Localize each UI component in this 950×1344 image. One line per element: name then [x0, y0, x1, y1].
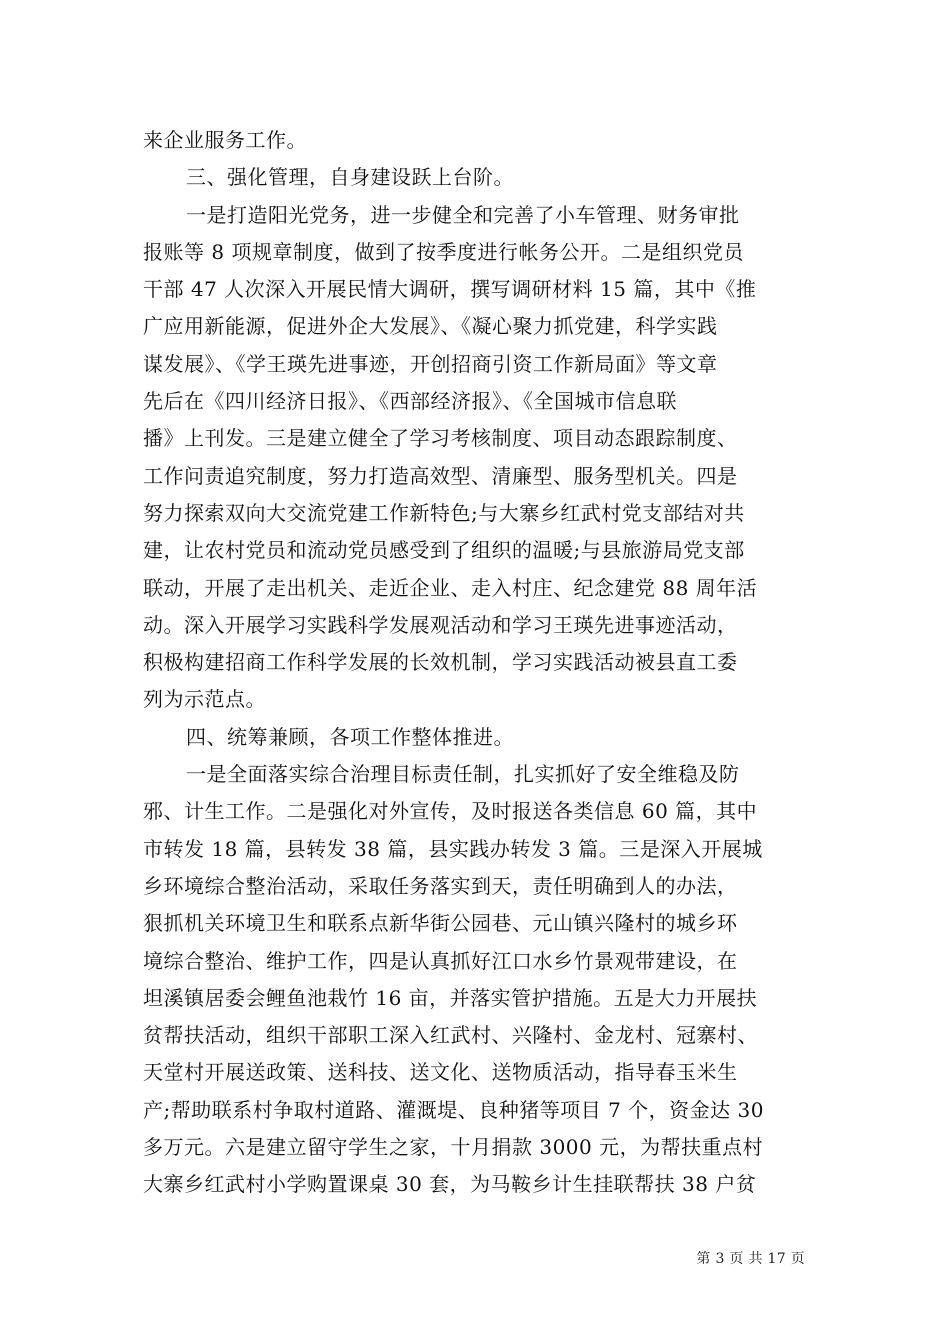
text-line: 播》上刊发。三是建立健全了学习考核制度、项目动态跟踪制度、: [143, 426, 738, 451]
text-line: 三、强化管理，自身建设跃上台阶。: [186, 165, 514, 190]
text-line: 天堂村开展送政策、送科技、送文化、送物质活动，指导春玉米生: [143, 1060, 738, 1085]
text-line: 境综合整治、维护工作，四是认真抓好江口水乡竹景观带建设，在: [143, 948, 738, 973]
text-line: 列为示范点。: [143, 687, 266, 712]
text-line: 干部 47 人次深入开展民情大调研，撰写调研材料 15 篇，其中《推: [143, 277, 757, 302]
text-line: 一是全面落实综合治理目标责任制，扎实抓好了安全维稳及防: [186, 762, 740, 787]
text-line: 来企业服务工作。: [143, 128, 307, 152]
body-text: [143, 122, 803, 1204]
text-line: 建，让农村党员和流动党员感受到了组织的温暖;与县旅游局党支部: [143, 538, 745, 563]
text-line: 狠抓机关环境卫生和联系点新华街公园巷、元山镇兴隆村的城乡环: [143, 911, 738, 936]
text-line: 努力探索双向大交流党建工作新特色;与大寨乡红武村党支部结对共: [143, 500, 745, 525]
text-line: 贫帮扶活动，组织干部职工深入红武村、兴隆村、金龙村、冠寨村、: [143, 1023, 758, 1048]
text-line: 产;帮助联系村争取村道路、灌溉堤、良种猪等项目 7 个，资金达 30: [143, 1097, 764, 1122]
text-line: 报账等 8 项规章制度，做到了按季度进行帐务公开。二是组织党员: [143, 239, 744, 264]
text-line: 积极构建招商工作科学发展的长效机制，学习实践活动被县直工委: [143, 650, 738, 675]
text-line: 多万元。六是建立留守学生之家，十月捐款 3000 元，为帮扶重点村: [143, 1135, 764, 1160]
text-line: 四、统筹兼顾，各项工作整体推进。: [186, 724, 514, 749]
text-line: 先后在《四川经济日报》、《西部经济报》、《全国城市信息联: [143, 389, 677, 414]
text-line: 谋发展》、《学王瑛先进事迹，开创招商引资工作新局面》等文章: [143, 351, 718, 376]
text-line: 大寨乡红武村小学购置课桌 30 套，为马鞍乡计生挂联帮扶 38 户贫: [143, 1172, 757, 1197]
text-line: 工作问责追究制度，努力打造高效型、清廉型、服务型机关。四是: [143, 463, 738, 488]
text-line: 联动，开展了走出机关、走近企业、走入村庄、纪念建党 88 周年活: [143, 575, 758, 600]
text-line: 一是打造阳光党务，进一步健全和完善了小车管理、财务审批: [186, 202, 740, 227]
text-line: 乡环境综合整治活动，采取任务落实到天，责任明确到人的办法，: [143, 873, 738, 898]
text-line: 坦溪镇居委会鲤鱼池栽竹 16 亩，并落实管护措施。五是大力开展扶: [143, 985, 758, 1010]
text-line: 动。深入开展学习实践科学发展观活动和学习王瑛先进事迹活动，: [143, 612, 738, 637]
text-line: 广应用新能源，促进外企大发展》、《凝心聚力抓党建，科学实践: [143, 314, 718, 339]
text-line: 邪、计生工作。二是强化对外宣传，及时报送各类信息 60 篇，其中: [143, 799, 758, 824]
text-line: 市转发 18 篇，县转发 38 篇，县实践办转发 3 篇。三是深入开展城: [143, 836, 763, 861]
page-number: 第 3 页 共 17 页: [696, 1251, 805, 1267]
